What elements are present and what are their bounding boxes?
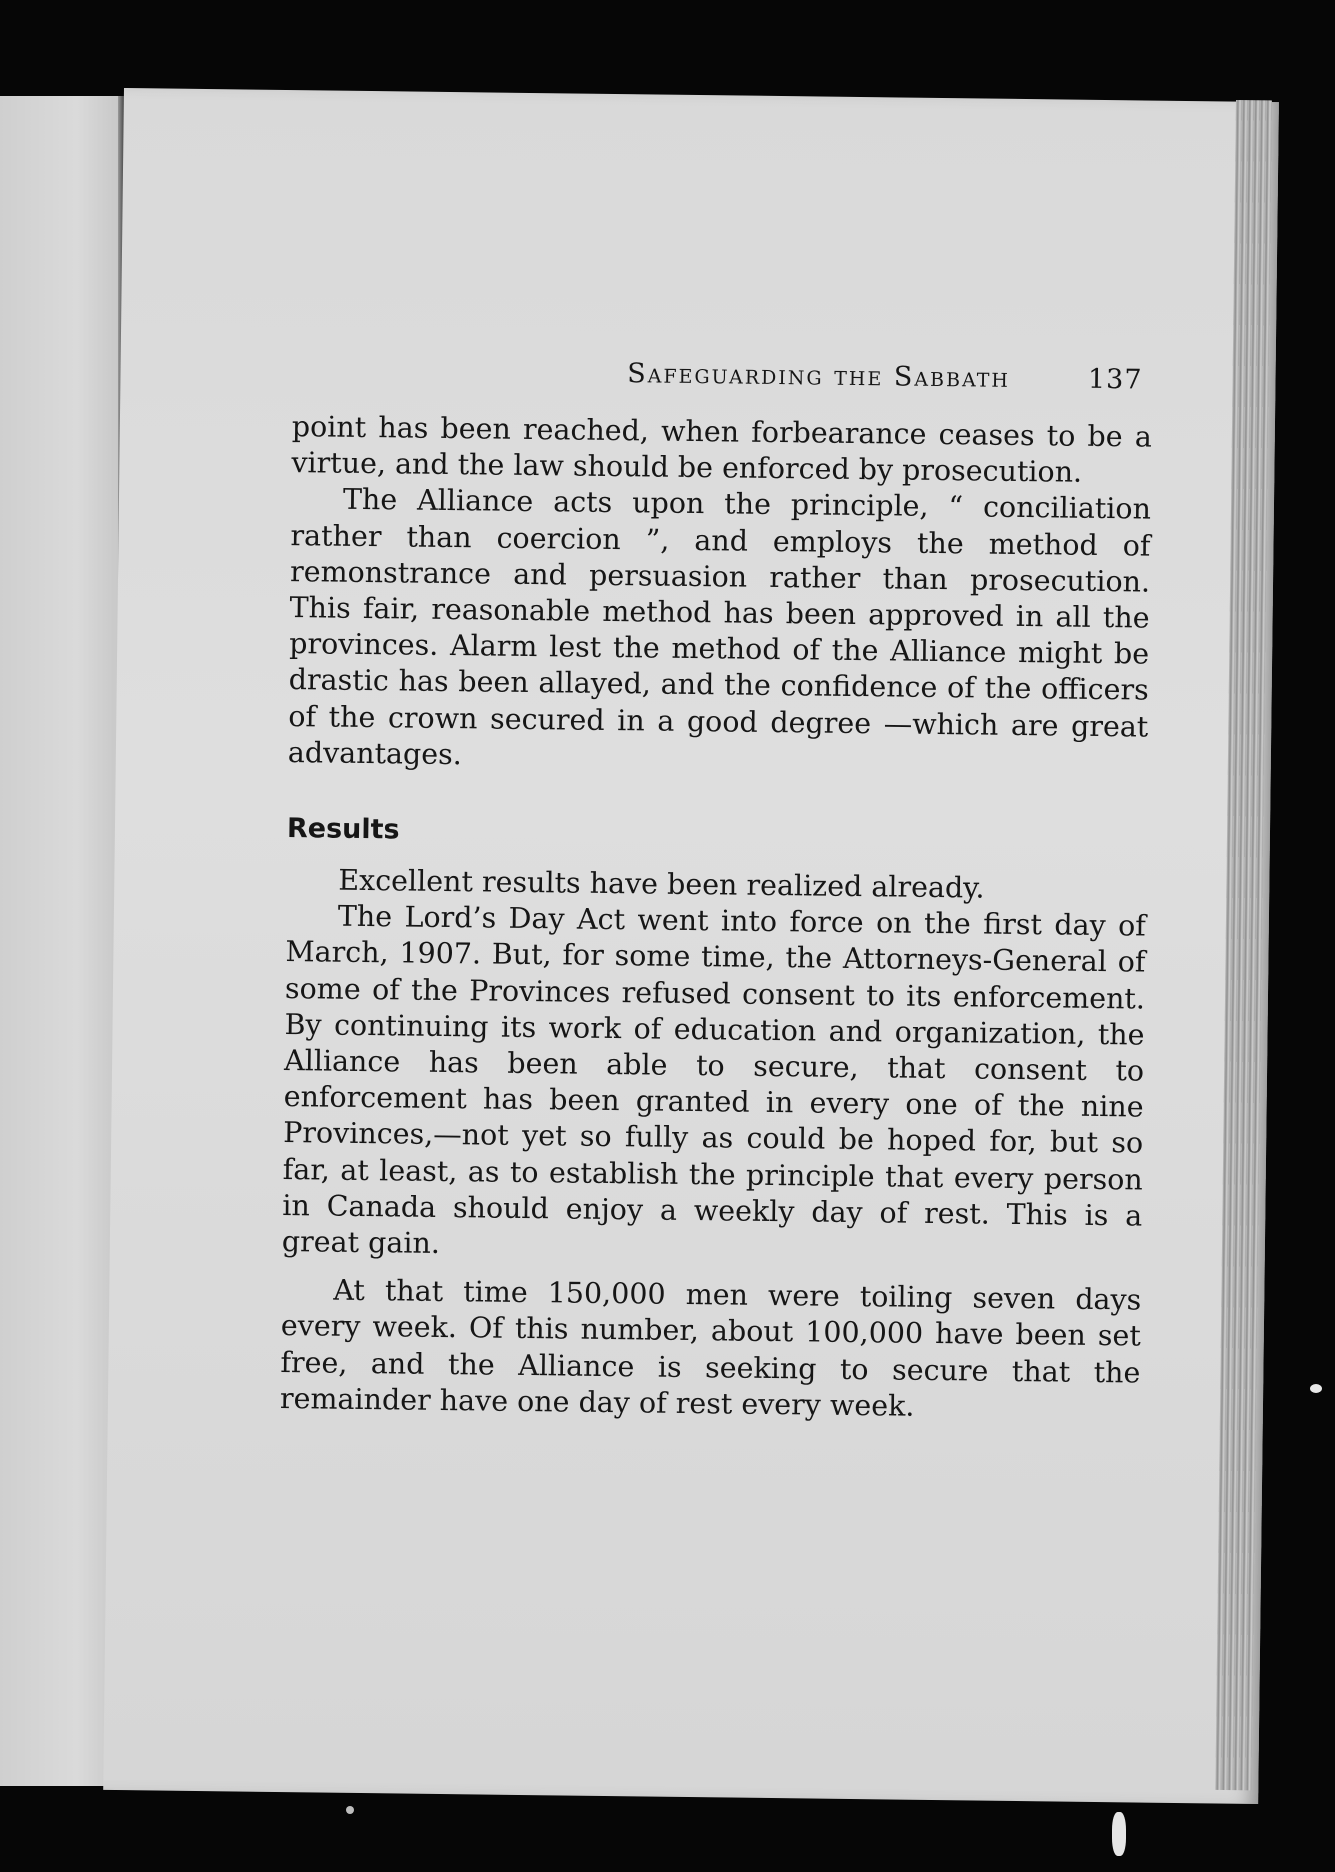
scan-speck xyxy=(346,1806,354,1814)
running-head xyxy=(292,354,1152,396)
page-number: 137 xyxy=(1087,363,1143,396)
paragraph-excellent-results: Excellent results have been realized already. xyxy=(338,863,985,905)
running-title: Safeguarding the Sabbath xyxy=(627,358,1011,394)
paragraph-continued: point has been reached, when forbearance ceases to be a virtue, and the law should be enforced by prosecution. xyxy=(291,410,1153,489)
book-page xyxy=(103,88,1279,1804)
scan-speck xyxy=(1310,1384,1322,1393)
page-text-block xyxy=(280,258,1154,1427)
paragraph-lords-day-act: The Lord’s Day Act went into force on the first day of March, 1907. But, for some time, the Attorneys-General of some of the Provinces refused consent to its enforcement. By continuing its work of education and organization, the Alliance has been able to secure, that consent to enforcement has been granted in every one of the nine Provinces,—not yet so fully as could be hoped for, but so far, at least, as to establish the principle that every person in Canada should enjoy a weekly day of rest. This is a great gain. xyxy=(281,899,1147,1261)
scan-speck xyxy=(1112,1812,1126,1856)
paragraph-men-set-free: At that time 150,000 men were toiling seven days every week. Of this number, about 100,000 have been set free, and the Alliance is seeking to secure that the remainder have one day of rest every week. xyxy=(279,1273,1142,1423)
paragraph-alliance-principle: The Alliance acts upon the principle, “ conciliation rather than coercion ”, and employs the method of remonstrance and persuasion rather than prosecution. This fair, reasonable method has been approved in all the provinces. Alarm lest the method of the Alliance might be drastic has been allayed, and the confidence of the officers of the crown secured in a good degree —which are great advantages. xyxy=(287,483,1152,772)
section-heading-results: Results xyxy=(286,813,400,846)
